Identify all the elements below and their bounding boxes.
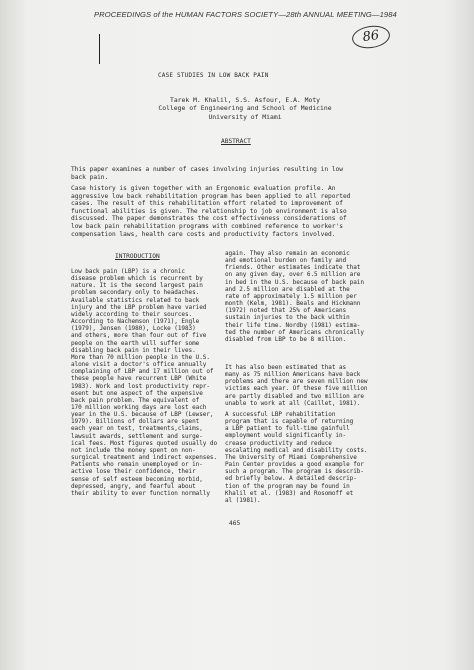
abstract-paragraph-2: Case history is given together with an Ergonomic evaluation profile. An aggressive low back rehabilitation program has been applied to all reported cases. The result of this rehabilitation effort related to improvement of functional abilities is given. The relationship to job environment is also discussed. The paper demonstrates the cost effectiveness considerations of low back pain rehabilitation programs with combined reference to worker's compensation laws, health care costs and productivity factors involved.	[71, 185, 351, 238]
paper-title: CASE STUDIES IN LOW BACK PAIN	[158, 72, 269, 79]
introduction-heading: INTRODUCTION	[115, 253, 160, 260]
introduction-right-column-part-3: A successful LBP rehabilitation program that is capable of returning a LBP patient to full-time gainfull employment would significantly in- crease productivity and reduce escalating medical and disability costs. The University of Miami Comprehensive Pain Center provides a good example for such a program. The program is describ- ed briefly below. A detailed descrip- tion of the program may be found in Khalil et al. (1983) and Rosomoff et al (1981).	[225, 411, 368, 504]
introduction-left-column: Low back pain (LBP) is a chronic disease problem which is recurrent by nature. It is the second largest pain problem secondary only to headaches. Available statistics related to back injury and the LBP problem have varied widely according to their sources. According to Nachemson (1971), Engle (1979), Jensen (1980), Locke (1983) and others, more than four out of five people on the earth will suffer some disabling back pain in their lives. More than 70 million people in the U.S. alone visit a doctor's office annually complaining of LBP and 17 million out of these people have recurrent LBP (White 1983). Work and lost productivity repr- esent but one aspect of the expensive back pain problem. The equivalent of 170 million working days are lost each year in the U.S. because of LBP (Lewser, 1979). Billions of dollars are spent each year on test, treatments,claims, lawsuit awards, settlement and surge- ical fees. Most figures quoted usually do not include the money spent on non- surgical treatment and indirect expenses. Patients who remain unemployed or in- active lose their confidence, their sense of self esteem becoming morbid, depressed, angry, and fearful about their ability to ever function normally	[71, 268, 218, 497]
author-names: Tarek M. Khalil, S.S. Asfour, E.A. Moty	[169, 96, 321, 104]
affiliation-line-1: College of Engineering and School of Medicine	[158, 104, 332, 113]
introduction-right-column-part-1: again. They also remain an economic and emotional burden on family and friends. Other estimates indicate that on any given day, over 6.5 million are in bed in the U.S. because of back pain and 2.5 million are disabled at the rate of approximately 1.5 million per month (Kelm, 1981). Beals and Hickmann (1972) noted that 25% of Americans sustain injuries to the back within their life time. Nordby (1981) estima- ted the number of Americans chronically disabled from LBP to be 8 million.	[225, 250, 364, 343]
author-block	[120, 96, 370, 121]
handwritten-page-number: 86	[351, 23, 392, 50]
page-folio: 465	[229, 520, 241, 527]
abstract-paragraph-1: This paper examines a number of cases involving injuries resulting in low back pain.	[71, 166, 343, 181]
abstract-heading: ABSTRACT	[221, 138, 251, 145]
affiliation-line-2: University of Miami	[208, 112, 282, 121]
introduction-right-column-part-2: It has also been estimated that as many as 75 million Americans have back problems and there are seven million new victims each year. Of these five million are partly disabled and two million are unable to work at all (Caillet, 1981).	[225, 364, 368, 407]
margin-bracket-mark	[99, 34, 103, 64]
running-header: PROCEEDINGS of the HUMAN FACTORS SOCIETY—28th ANNUAL MEETING—1984	[94, 10, 397, 19]
